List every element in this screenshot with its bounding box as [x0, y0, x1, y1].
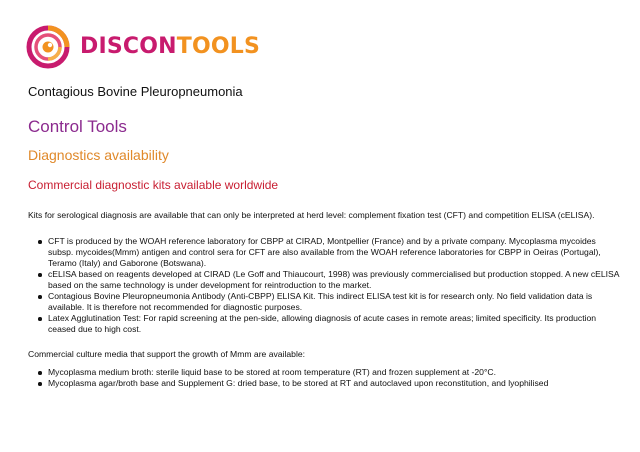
intro-paragraph: Kits for serological diagnosis are available that can only be interpreted at herd level: complement fixation test (CFT) and competition ELISA (cELISA).: [28, 210, 595, 220]
list-item: CFT is produced by the WOAH reference laboratory for CBPP at CIRAD, Montpellier (France) and by a private company. Mycoplasma mycoides subsp. mycoides(Mmm) antigen and control sera for CFT are also available from the WOAH reference laboratories for CBPP in Oeiras (Portugal), Teramo (Italy) and Gaborone (Botswana).: [48, 236, 620, 269]
discontools-logo-icon: [26, 25, 72, 69]
kits-list: [28, 236, 620, 335]
document-title: Contagious Bovine Pleuropneumonia: [28, 84, 243, 99]
media-paragraph: Commercial culture media that support the growth of Mmm are available:: [28, 349, 306, 359]
subsubsection-heading: Commercial diagnostic kits available worldwide: [28, 178, 279, 192]
discontools-logo: [26, 25, 260, 69]
logo-text-part2: TOOLS: [176, 34, 261, 59]
subsection-heading: Diagnostics availability: [28, 147, 169, 163]
section-heading: Control Tools: [28, 117, 127, 136]
media-list: [28, 367, 620, 389]
list-item: Contagious Bovine Pleuropneumonia Antibody (Anti-CBPP) ELISA Kit. This indirect ELISA test kit is for research only. No field validation data is available. It is therefore not recommended for diagnostic purposes.: [48, 291, 620, 313]
logo-text-part1: DISCON: [80, 34, 177, 59]
logo-wordmark: [80, 36, 260, 58]
list-item: Mycoplasma agar/broth base and Supplement G: dried base, to be stored at RT and autoclaved upon reconstitution, and lyophilised: [48, 378, 620, 389]
list-item: Mycoplasma medium broth: sterile liquid base to be stored at room temperature (RT) and frozen supplement at -20°C.: [48, 367, 620, 378]
list-item: cELISA based on reagents developed at CIRAD (Le Goff and Thiaucourt, 1998) was previously commercialised but production stopped. A new cELISA based on the same technology is under development for reintroduction to the market.: [48, 269, 620, 290]
list-item: Latex Agglutination Test: For rapid screening at the pen-side, allowing diagnosis of acute cases in remote areas; limited specificity. Its production ceased due to high cost.: [48, 313, 620, 335]
